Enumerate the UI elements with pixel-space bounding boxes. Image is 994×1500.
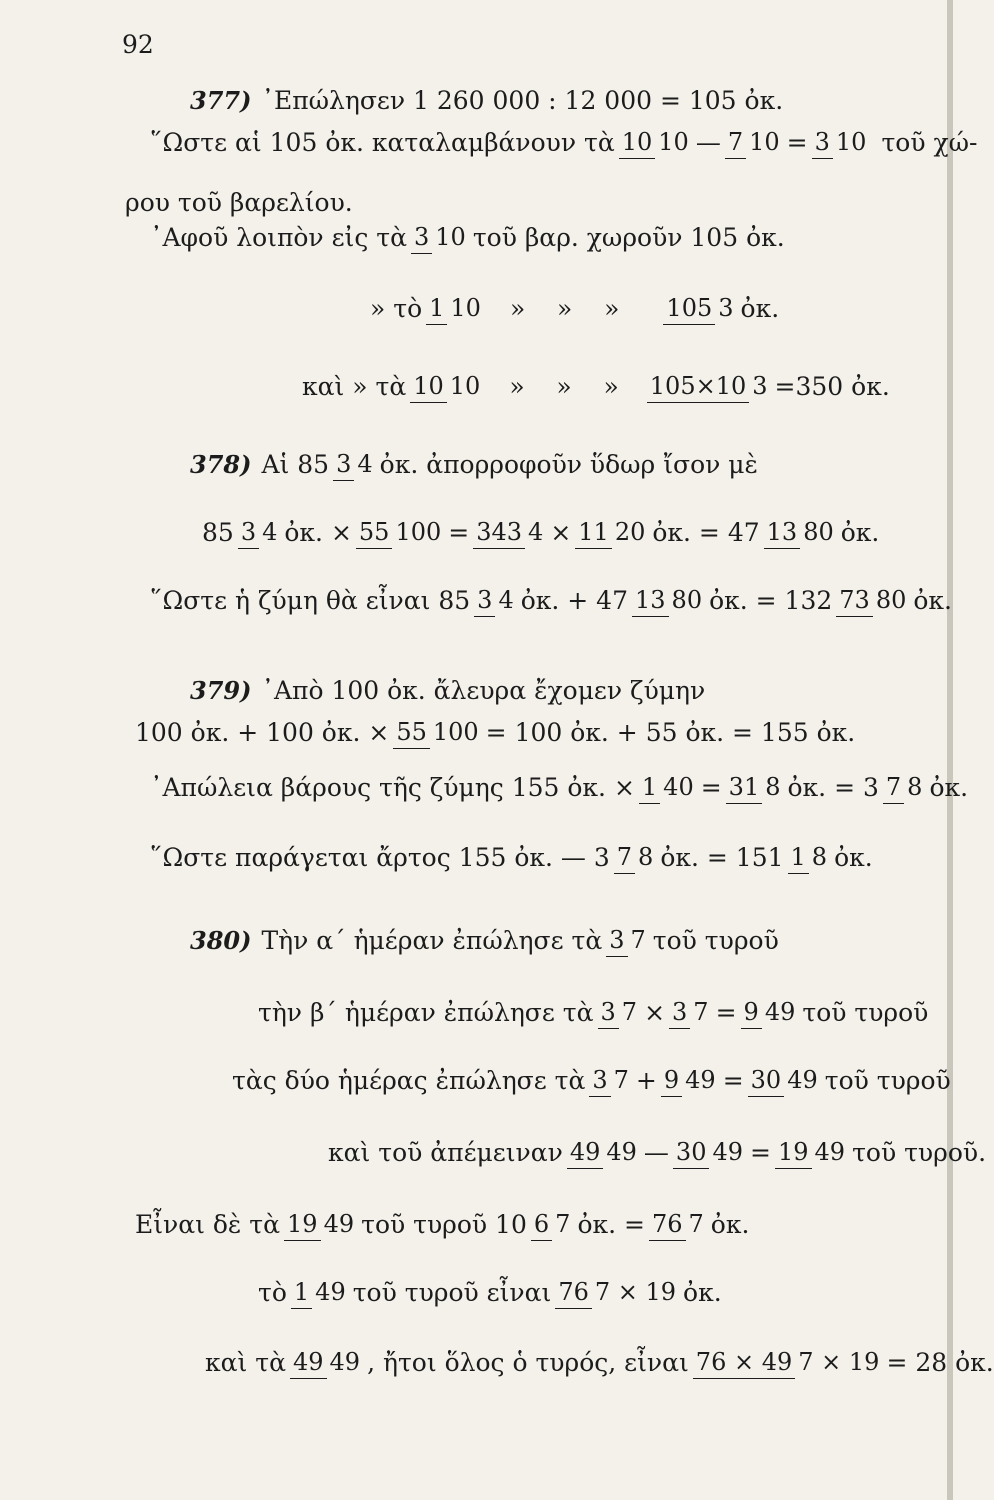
- denominator: 49: [329, 1348, 361, 1376]
- denominator: 10: [835, 128, 867, 156]
- denominator: 7: [688, 1210, 704, 1238]
- numerator: 343: [473, 518, 525, 549]
- text: =350 ὀκ.: [774, 372, 890, 402]
- problem-377-line-3: [125, 190, 353, 215]
- text: ὀκ.: [929, 773, 969, 803]
- text: = 28 ὀκ.: [886, 1348, 994, 1378]
- text: 100 ὀκ. + 100 ὀκ. ×: [135, 718, 390, 748]
- problem-number: 379): [190, 675, 252, 705]
- fraction: [411, 225, 469, 250]
- fraction: [639, 775, 697, 800]
- denominator: 3: [752, 372, 768, 400]
- operator: =: [715, 998, 737, 1028]
- numerator: 10: [619, 128, 656, 159]
- page-edge: [947, 0, 953, 1500]
- numerator: 7: [614, 843, 635, 874]
- fraction: [575, 520, 648, 545]
- denominator: 7 × 19: [594, 1278, 677, 1306]
- numerator: 76 × 49: [693, 1348, 795, 1379]
- numerator: 13: [764, 518, 801, 549]
- fraction: [647, 374, 771, 399]
- numerator: 3: [474, 586, 495, 617]
- numerator: 3: [598, 998, 619, 1029]
- fraction: [661, 1068, 719, 1093]
- text: 85: [202, 518, 234, 548]
- text: , ἤτοι ὅλος ὁ τυρός, εἶναι: [367, 1348, 689, 1378]
- numerator: 1: [291, 1278, 312, 1309]
- fraction: [238, 520, 281, 545]
- denominator: 7: [630, 926, 646, 954]
- problem-380-line-5: [135, 1210, 750, 1240]
- problem-380-line-7: [205, 1348, 994, 1378]
- numerator: 30: [673, 1138, 710, 1169]
- text: ᾿Απώλεια βάρους τῆς ζύμης 155 ὀκ. ×: [150, 773, 635, 803]
- problem-number: 377): [190, 85, 252, 115]
- denominator: 49: [315, 1278, 346, 1306]
- fraction: [555, 1280, 679, 1305]
- numerator: 55: [356, 518, 393, 549]
- denominator: 100: [432, 718, 479, 746]
- fraction: [812, 130, 870, 155]
- text: τὰς δύο ἡμέρας ἐπώλησε τὰ: [232, 1066, 586, 1096]
- numerator: 55: [393, 718, 430, 749]
- problem-number: 378): [190, 449, 252, 479]
- fraction: [741, 1000, 799, 1025]
- fraction: [748, 1068, 821, 1093]
- problem-380-line-1: [190, 925, 779, 956]
- text: τοῦ βαρ. χωροῦν 105 ὀκ.: [472, 223, 785, 253]
- numerator: 11: [575, 518, 612, 549]
- fraction: [788, 845, 831, 870]
- problem-378-line-3: [150, 586, 952, 616]
- text: ὀκ. ×: [284, 518, 352, 548]
- operator: =: [750, 1138, 771, 1168]
- text: Αἱ 85: [261, 450, 330, 480]
- denominator: 7: [613, 1066, 629, 1094]
- text: ῞Ωστε αἱ 105 ὀκ. καταλαμβάνουν τὰ: [150, 128, 615, 158]
- denominator: 20: [614, 518, 646, 546]
- text: ὀκ. =: [577, 1210, 645, 1240]
- text: ὀκ. + 47: [520, 586, 628, 616]
- numerator: 105×10: [647, 372, 749, 403]
- fraction: [614, 845, 657, 870]
- problem-380-line-2: [258, 998, 929, 1028]
- text: ὀκ. = 132: [709, 586, 833, 616]
- text: τοῦ τυροῦ εἶναι: [352, 1278, 552, 1308]
- numerator: 9: [741, 998, 762, 1029]
- text: τοῦ τυροῦ.: [852, 1138, 987, 1168]
- fraction: [589, 1068, 632, 1093]
- text: καὶ τοῦ ἀπέμειναν: [328, 1138, 563, 1168]
- operator: ×: [550, 518, 572, 548]
- denominator: 7: [621, 998, 638, 1026]
- fraction: [669, 1000, 712, 1025]
- denominator: 7: [555, 1210, 571, 1238]
- denominator: 7 × 19: [798, 1348, 880, 1376]
- numerator: 19: [284, 1210, 321, 1241]
- numerator: 10: [410, 372, 447, 403]
- problem-number: 380): [190, 925, 252, 955]
- numerator: 1: [788, 843, 809, 874]
- denominator: 4: [498, 586, 514, 614]
- denominator: 49: [764, 998, 796, 1026]
- numerator: 76: [649, 1210, 686, 1241]
- text: ὀκ.: [683, 1278, 722, 1308]
- problem-379-line-1: [190, 675, 706, 705]
- numerator: 76: [555, 1278, 592, 1309]
- text: Τὴν α΄ ἡμέραν ἐπώλησε τὰ: [261, 926, 603, 956]
- text: ὀκ. = 3: [787, 773, 879, 803]
- fraction: [764, 520, 837, 545]
- denominator: 40: [663, 773, 694, 801]
- denominator: 49: [814, 1138, 846, 1166]
- fraction: [291, 1280, 349, 1305]
- fraction: [290, 1350, 363, 1375]
- problem-378-line-1: [190, 449, 758, 480]
- numerator: 49: [567, 1138, 604, 1169]
- problem-379-line-4: [150, 843, 873, 873]
- denominator: 80: [875, 586, 907, 614]
- text: τοῦ χώ-: [881, 128, 978, 158]
- numerator: 1: [426, 294, 447, 325]
- numerator: 49: [290, 1348, 327, 1379]
- numerator: 3: [669, 998, 690, 1029]
- ditto-marks: » » »: [509, 294, 620, 324]
- text: = 100 ὀκ. + 55 ὀκ. = 155 ὀκ.: [485, 718, 856, 748]
- problem-377-line-4: [150, 223, 785, 253]
- numerator: 30: [748, 1066, 785, 1097]
- fraction: [619, 130, 692, 155]
- fraction: [726, 775, 784, 800]
- problem-377-line-5: [370, 294, 780, 324]
- problem-380-line-4: [328, 1138, 987, 1168]
- page-number: 92: [122, 30, 154, 59]
- text: τοῦ τυροῦ: [802, 998, 929, 1028]
- denominator: 4: [357, 450, 373, 478]
- numerator: 3: [589, 1066, 610, 1097]
- numerator: 105: [663, 294, 715, 325]
- denominator: 80: [671, 586, 703, 614]
- text: ᾿Αφοῦ λοιπὸν εἰς τὰ: [150, 223, 407, 253]
- problem-377-line-2: [150, 128, 978, 158]
- numerator: 73: [836, 586, 873, 617]
- fraction: [883, 775, 926, 800]
- fraction: [775, 1140, 848, 1165]
- operator: =: [786, 128, 808, 158]
- problem-377-line-6: [302, 372, 890, 402]
- denominator: 8: [638, 843, 654, 871]
- text: τοῦ τυροῦ: [652, 926, 779, 956]
- text: τοῦ τυροῦ: [824, 1066, 951, 1096]
- numerator: 19: [775, 1138, 812, 1169]
- denominator: 8: [811, 843, 828, 871]
- numerator: 3: [238, 518, 259, 549]
- fraction: [725, 130, 783, 155]
- text: ῞Ωστε ἡ ζύμη θὰ εἶναι 85: [150, 586, 471, 616]
- denominator: 10: [658, 128, 689, 156]
- fraction: [567, 1140, 640, 1165]
- text: Εἶναι δὲ τὰ: [135, 1210, 281, 1240]
- problem-379-line-3: [150, 773, 969, 803]
- operator: ×: [644, 998, 666, 1028]
- text: ὀκ.: [840, 518, 880, 548]
- operator: —: [643, 1138, 669, 1168]
- fraction: [531, 1212, 574, 1237]
- text: ὀκ.: [740, 294, 780, 324]
- text: ὀκ.: [913, 586, 952, 616]
- denominator: 10: [435, 223, 466, 251]
- text: καὶ τὰ: [205, 1348, 286, 1378]
- numerator: 1: [639, 773, 660, 804]
- denominator: 4: [528, 518, 544, 546]
- ditto-marks: » » »: [509, 372, 619, 402]
- text: τοῦ τυροῦ 10: [361, 1210, 527, 1240]
- text: ρου τοῦ βαρελίου.: [125, 188, 353, 217]
- denominator: 10: [449, 372, 481, 400]
- fraction: [606, 928, 649, 953]
- numerator: 3: [411, 223, 432, 254]
- fraction: [356, 520, 444, 545]
- operator: +: [635, 1066, 657, 1096]
- text: ῞Ωστε παράγεται ἄρτος 155 ὀκ. — 3: [150, 843, 610, 873]
- numerator: 13: [632, 586, 669, 617]
- text: τὸ: [258, 1278, 287, 1308]
- operator: =: [448, 518, 470, 548]
- problem-377-line-1: [190, 85, 784, 115]
- numerator: 7: [883, 773, 904, 804]
- numerator: 3: [333, 450, 354, 481]
- fraction: [598, 1000, 641, 1025]
- operator: =: [700, 773, 722, 803]
- fraction: [649, 1212, 707, 1237]
- text: » τὸ: [370, 294, 423, 324]
- denominator: 4: [262, 518, 278, 546]
- text: ὀκ. ἀπορροφοῦν ὕδωρ ἴσον μὲ: [379, 450, 758, 480]
- problem-380-line-6: [258, 1278, 722, 1308]
- operator: —: [695, 128, 721, 158]
- denominator: 49: [787, 1066, 818, 1094]
- text: ὀκ. = 151: [660, 843, 784, 873]
- denominator: 7: [693, 998, 709, 1026]
- numerator: 3: [812, 128, 833, 159]
- problem-379-line-2: [135, 718, 856, 748]
- text: ὀκ.: [710, 1210, 750, 1240]
- fraction: [393, 720, 481, 745]
- denominator: 49: [606, 1138, 637, 1166]
- denominator: 8: [765, 773, 781, 801]
- numerator: 9: [661, 1066, 682, 1097]
- fraction: [473, 520, 546, 545]
- numerator: 31: [726, 773, 763, 804]
- fraction: [426, 296, 484, 321]
- text: ᾿Επώλησεν 1 260 000 : 12 000 = 105 ὀκ.: [261, 86, 784, 115]
- text: ὀκ. = 47: [652, 518, 760, 548]
- denominator: 49: [323, 1210, 355, 1238]
- text: ὀκ.: [834, 843, 873, 873]
- text: τὴν β΄ ἡμέραν ἐπώλησε τὰ: [258, 998, 594, 1028]
- text: καὶ » τὰ: [302, 372, 407, 402]
- fraction: [663, 296, 736, 321]
- fraction: [673, 1140, 746, 1165]
- denominator: 10: [749, 128, 780, 156]
- numerator: 6: [531, 1210, 552, 1241]
- denominator: 10: [450, 294, 481, 322]
- fraction: [474, 588, 517, 613]
- fraction: [632, 588, 705, 613]
- fraction: [693, 1350, 883, 1375]
- fraction: [284, 1212, 357, 1237]
- denominator: 49: [712, 1138, 744, 1166]
- operator: =: [722, 1066, 744, 1096]
- denominator: 80: [803, 518, 834, 546]
- numerator: 3: [606, 926, 627, 957]
- text: ᾿Απὸ 100 ὀκ. ἄλευρα ἔχομεν ζύμην: [261, 676, 706, 705]
- problem-378-line-2: [202, 518, 880, 548]
- fraction: [333, 452, 376, 477]
- denominator: 8: [907, 773, 923, 801]
- numerator: 7: [725, 128, 746, 159]
- denominator: 3: [718, 294, 734, 322]
- denominator: 100: [395, 518, 442, 546]
- fraction: [836, 588, 909, 613]
- problem-380-line-3: [232, 1066, 951, 1096]
- denominator: 49: [685, 1066, 716, 1094]
- fraction: [410, 374, 483, 399]
